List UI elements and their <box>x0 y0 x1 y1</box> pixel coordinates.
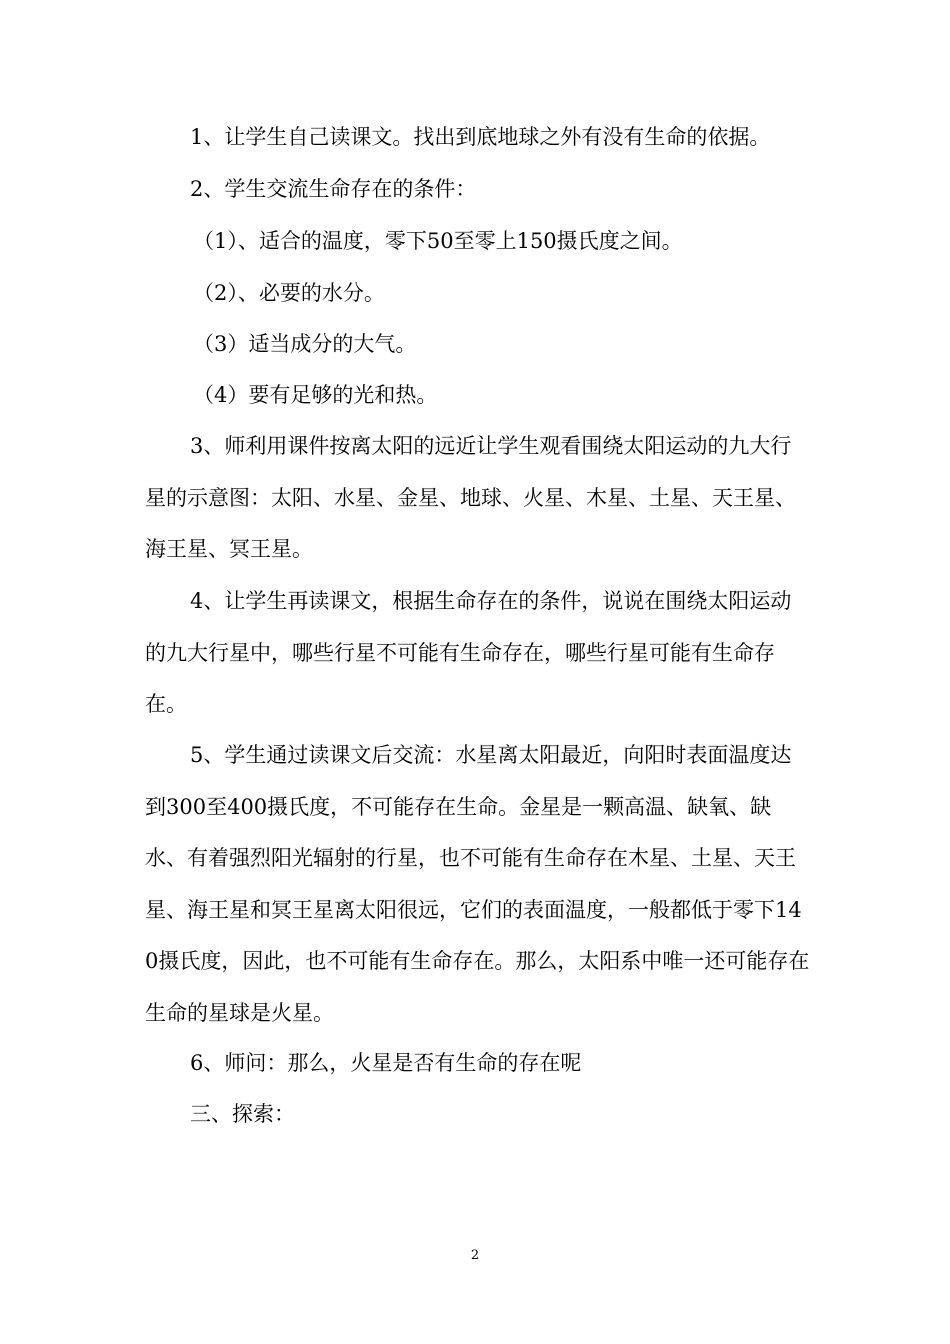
page-number: 2 <box>470 1248 480 1263</box>
paragraph-condition-3: （3）适当成分的大气。 <box>193 332 417 356</box>
paragraph-step-4: 4、让学生再读课文，根据生命存在的条件，说说在围绕太阳运动的九大行星中，哪些行星不可能有生命存在，哪些行星可能有生命存在。 <box>145 589 792 716</box>
paragraph-step-6: 6、师问：那么，火星是否有生命的存在呢 <box>190 1051 582 1075</box>
paragraph-step-1: 1、让学生自己读课文。找出到底地球之外有没有生命的依据。 <box>190 125 771 149</box>
paragraph-step-5: 5、学生通过读课文后交流：水星离太阳最近，向阳时表面温度达到300至400摄氏度，不可能存在生命。金星是一颗高温、缺氧、缺水、有着强烈阳光辐射的行星，也不可能有生命存在木星、土星、天王星、海王星和冥王星离太阳很远，它们的表面温度，一般都低于零下140摄氏度，因此，也不可能有生命存在。那么，太阳系中唯一还可能存在生命的星球是火星。 <box>145 743 810 1025</box>
paragraph-step-2: 2、学生交流生命存在的条件： <box>190 177 477 201</box>
paragraph-condition-1: （1）、适合的温度，零下50至零上150摄氏度之间。 <box>193 229 683 253</box>
paragraph-condition-4: （4）要有足够的光和热。 <box>193 383 438 407</box>
paragraph-condition-2: （2）、必要的水分。 <box>193 281 385 305</box>
paragraph-step-3: 3、师利用课件按离太阳的远近让学生观看围绕太阳运动的九大行星的示意图：太阳、水星、金星、地球、火星、木星、土星、天王星、海王星、冥王星。 <box>145 434 796 561</box>
section-heading-explore: 三、探索： <box>190 1102 295 1126</box>
